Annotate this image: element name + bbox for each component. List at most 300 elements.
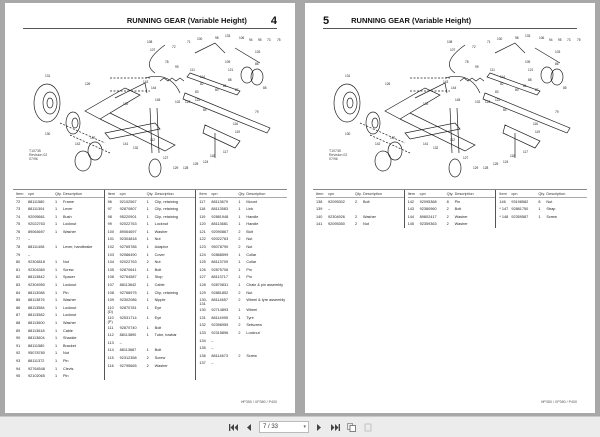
next-page-button[interactable] <box>313 421 325 433</box>
cell-cpn: 88113582 <box>28 313 45 318</box>
cell-desc: Lever, handbrake <box>63 245 93 250</box>
cell-cpn: 92315896 <box>211 330 229 335</box>
svg-text:127: 127 <box>163 156 169 160</box>
table-row <box>108 236 196 244</box>
cell-qty: 1 <box>55 328 58 333</box>
cell-desc: Bolt <box>246 229 253 234</box>
cell-desc: Nipple <box>154 298 166 303</box>
previous-page-button[interactable] <box>243 421 255 433</box>
cell-desc: Pin <box>454 199 461 204</box>
cell-desc: Chain & pin assembly <box>246 283 284 288</box>
cell-desc: Washer <box>154 229 168 234</box>
cell-cpn: 92095302 <box>328 199 345 204</box>
cell-item: 130 <box>199 308 206 313</box>
table-row <box>199 274 287 282</box>
cell-item: 78 <box>16 245 21 250</box>
cell-cpn: 88113679 <box>211 199 228 204</box>
cell-qty: 2 <box>238 245 241 250</box>
cell-cpn: 92095368 <box>419 199 437 204</box>
table-row <box>16 312 104 320</box>
cell-desc: Handle <box>246 214 259 219</box>
cell-desc: Eye <box>154 315 162 320</box>
table-row <box>108 347 196 355</box>
header-cpn: cpn <box>511 191 518 196</box>
table-row <box>16 228 104 236</box>
cell-cpn: 88113709 <box>211 260 228 265</box>
table-row <box>108 198 196 206</box>
svg-text:79: 79 <box>555 110 559 114</box>
table-row <box>108 332 196 340</box>
parts-column <box>104 190 196 380</box>
svg-text:124: 124 <box>503 160 509 164</box>
svg-text:71: 71 <box>487 40 491 44</box>
svg-text:83: 83 <box>195 90 199 94</box>
cell-cpn: 88113642 <box>119 283 137 288</box>
table-row <box>199 337 287 345</box>
svg-text:108: 108 <box>447 40 453 44</box>
cell-qty: 2 <box>355 214 358 219</box>
svg-text:95: 95 <box>258 38 262 42</box>
table-header <box>199 190 287 198</box>
cell-item: 121 <box>199 229 206 234</box>
header-qty: Qty. <box>355 191 362 196</box>
svg-text:82: 82 <box>500 82 504 86</box>
cell-cpn: – <box>211 361 214 366</box>
cell-desc: Tyre <box>246 315 254 320</box>
table-row <box>108 355 196 363</box>
svg-text:129: 129 <box>173 166 179 170</box>
svg-text:85: 85 <box>563 86 567 90</box>
cell-desc: Pin <box>63 290 69 295</box>
svg-text:131: 131 <box>45 74 51 78</box>
cell-desc: Washer <box>63 298 76 303</box>
cell-cpn: 88114673 <box>211 353 228 358</box>
cell-cpn: – <box>28 252 31 257</box>
header-cpn: cpn <box>211 191 218 196</box>
single-page-view-button[interactable] <box>345 421 357 433</box>
table-row <box>499 213 587 221</box>
cell-item: 87 <box>16 313 21 318</box>
svg-text:117: 117 <box>223 150 229 154</box>
cell-cpn: 92304926 <box>328 214 345 219</box>
cell-desc: Bolt <box>154 348 162 353</box>
table-row <box>199 251 287 259</box>
cell-qty: 1 <box>146 207 149 212</box>
table-row <box>16 297 104 305</box>
header-item: Item <box>16 191 24 196</box>
table-row <box>108 206 196 214</box>
cell-item: 134 <box>199 338 206 343</box>
cell-desc: Shackle <box>63 336 77 341</box>
table-row <box>199 282 287 290</box>
table-row <box>16 342 104 350</box>
table-row <box>408 198 496 206</box>
table-row <box>16 236 104 244</box>
cell-qty: 1 <box>55 313 58 318</box>
table-row <box>316 221 404 229</box>
cell-desc: Nut <box>63 351 69 356</box>
cell-qty: 2 <box>146 356 149 360</box>
svg-text:114: 114 <box>200 75 206 79</box>
cell-qty: 1 <box>238 267 241 272</box>
cell-desc: Pin <box>63 374 69 379</box>
cell-cpn: 89802417 <box>419 214 437 219</box>
cell-qty: 1 <box>238 260 241 265</box>
cell-item: 133 <box>199 330 206 335</box>
cell-item: 120 <box>199 222 206 227</box>
page-header <box>323 13 577 29</box>
header-description: Description <box>246 191 266 196</box>
cell-desc: Tube, towbar <box>154 333 177 338</box>
table-row <box>199 206 287 214</box>
svg-text:137: 137 <box>390 136 396 140</box>
cell-item: 138 <box>316 199 323 204</box>
cell-item: 103 <box>107 252 115 257</box>
cell-desc: Wheel <box>246 308 258 313</box>
cell-cpn: 88111372 <box>28 358 45 363</box>
cell-desc: Nut <box>154 237 161 242</box>
cell-qty: 1 <box>146 237 149 242</box>
svg-text:145: 145 <box>455 98 461 102</box>
cell-desc: Spacer <box>63 275 76 280</box>
svg-text:84: 84 <box>503 108 507 112</box>
cell-desc: Pin <box>63 358 69 363</box>
cell-item: 130-131 <box>199 298 207 307</box>
svg-text:111: 111 <box>190 68 195 72</box>
cell-item: 101 <box>107 237 115 242</box>
table-row <box>16 365 104 373</box>
cell-qty: 1 <box>55 305 58 310</box>
cell-desc: Locknut <box>63 313 77 318</box>
cell-item: 98 <box>107 214 112 219</box>
cell-desc: Locknut <box>246 330 260 335</box>
cell-desc: Cable <box>63 328 73 333</box>
table-row <box>108 213 196 221</box>
cell-item: 108 <box>107 290 115 295</box>
page-left <box>5 3 295 413</box>
svg-text:141: 141 <box>423 142 429 146</box>
cell-item: 91 <box>16 343 21 348</box>
header-cpn: cpn <box>119 191 126 196</box>
header-description: Description <box>63 191 82 196</box>
header-item: Item <box>407 191 416 196</box>
last-page-button[interactable] <box>329 421 341 433</box>
table-row <box>16 206 104 214</box>
table-row <box>199 259 287 267</box>
cell-desc: Pin <box>246 267 252 272</box>
cell-qty: 1 <box>238 252 241 257</box>
cell-item: 129 <box>199 290 206 295</box>
cell-cpn: – <box>211 338 214 343</box>
table-row <box>16 221 104 229</box>
svg-text:81: 81 <box>523 84 527 88</box>
cell-desc: Cable <box>154 283 165 288</box>
svg-text:119: 119 <box>535 130 541 134</box>
cell-qty: 1 <box>146 229 149 234</box>
svg-text:125: 125 <box>193 162 199 166</box>
two-page-view-button[interactable] <box>361 421 373 433</box>
cell-item: 112 <box>107 333 114 338</box>
figure-code: T10735 <box>29 149 41 153</box>
table-row <box>16 282 104 290</box>
cell-cpn: 92764548 <box>28 366 45 371</box>
exploded-parts-diagram <box>315 33 585 185</box>
chevron-down-icon[interactable]: ▾ <box>303 424 306 430</box>
table-row <box>16 350 104 358</box>
cell-cpn: 93198582 <box>511 199 529 204</box>
svg-text:132: 132 <box>133 146 139 150</box>
cell-qty: 2 <box>238 290 241 295</box>
cell-desc: Strap <box>546 207 556 212</box>
svg-text:80: 80 <box>215 88 219 92</box>
table-row <box>408 206 496 214</box>
cell-item: 124 <box>199 252 206 257</box>
page-number-input[interactable] <box>259 421 309 433</box>
cell-item: 84 <box>16 290 21 295</box>
cell-cpn: 88111580 <box>28 343 45 348</box>
table-header <box>16 190 104 198</box>
cell-qty: 1 <box>238 283 241 288</box>
table-row <box>199 314 287 322</box>
cell-desc: Washer <box>454 214 468 219</box>
table-row <box>108 324 196 332</box>
cell-desc: Clip, retaining <box>154 214 178 219</box>
cell-item: 88 <box>16 321 21 325</box>
table-row <box>199 244 287 252</box>
svg-text:128: 128 <box>483 166 489 170</box>
cell-cpn: 88113687 <box>119 348 137 353</box>
cell-item: 89 <box>16 328 21 333</box>
table-row <box>16 335 104 343</box>
cell-item: 104 <box>107 260 115 265</box>
svg-text:98: 98 <box>215 36 219 40</box>
figure-revision: Revision 02 <box>29 153 48 157</box>
cell-cpn: 92095350 <box>328 222 345 227</box>
cell-item: 141 <box>316 222 323 227</box>
cell-item: 139 <box>316 207 323 212</box>
cell-desc: Locknut <box>63 305 77 310</box>
table-row <box>16 289 104 297</box>
cell-cpn: – <box>119 340 122 345</box>
cell-cpn: 92870807 <box>119 207 137 212</box>
cell-cpn: 92870831 <box>211 283 229 288</box>
header-item: Item <box>107 191 116 196</box>
cell-cpn: 95220901 <box>119 214 137 219</box>
cell-item: 118 <box>199 207 206 212</box>
cell-item: 113 <box>107 340 114 345</box>
table-row <box>108 274 196 282</box>
cell-qty: 2 <box>355 199 358 204</box>
header-item: Item <box>316 191 324 196</box>
cell-cpn: 92102065 <box>28 374 45 379</box>
cell-qty: 2 <box>446 214 449 219</box>
table-row <box>16 320 104 328</box>
cell-qty: 1 <box>55 275 58 280</box>
table-row <box>108 251 196 259</box>
cell-item: 74 <box>16 214 21 219</box>
header-item: Item <box>199 191 207 196</box>
cell-cpn: 92022763 <box>211 237 229 242</box>
cell-qty: 1 <box>146 333 149 338</box>
cell-desc: Bolt <box>154 325 162 330</box>
svg-text:99: 99 <box>475 65 479 69</box>
cell-qty: 2 <box>238 298 241 303</box>
parts-column <box>404 190 496 228</box>
cell-desc: Nut <box>246 245 253 250</box>
table-row <box>199 221 287 229</box>
cell-desc: Lever <box>63 207 73 212</box>
svg-text:85: 85 <box>263 86 267 90</box>
table-row <box>108 221 196 229</box>
svg-text:112: 112 <box>150 138 156 142</box>
table-header <box>316 190 404 198</box>
cell-desc: Clevis <box>63 366 74 371</box>
cell-item: 140 <box>316 214 323 219</box>
cell-qty: 1 <box>55 260 58 265</box>
svg-text:78: 78 <box>165 60 169 64</box>
cell-cpn: 88113584 <box>28 305 45 310</box>
cell-qty: 1 <box>238 222 241 227</box>
figure-date: 07/96 <box>329 157 338 161</box>
cell-cpn: 88111304 <box>28 207 45 212</box>
cell-desc: Collar <box>246 252 257 257</box>
parts-column <box>195 190 287 380</box>
svg-text:121: 121 <box>228 68 234 72</box>
section-title: RUNNING GEAR (Variable Height) <box>351 16 472 25</box>
cell-qty: 1 <box>238 199 241 204</box>
cell-cpn: 92870740 <box>119 325 137 330</box>
cell-item: 117 <box>199 199 206 204</box>
table-row <box>316 213 404 221</box>
svg-text:108: 108 <box>147 40 153 44</box>
cell-cpn: 92875706 <box>211 267 229 272</box>
table-row <box>316 206 404 214</box>
cell-desc: Handle <box>246 222 259 227</box>
table-header <box>108 190 196 198</box>
svg-text:122: 122 <box>195 98 201 102</box>
header-qty: Qty. <box>238 191 246 196</box>
cell-cpn: 92881852 <box>211 290 229 295</box>
page-footer: HP350 / XP380 / P400 <box>240 400 277 404</box>
exploded-parts-diagram <box>15 33 285 185</box>
cell-item: 86 <box>16 305 21 310</box>
parts-column <box>13 190 104 380</box>
figure-date: 07/96 <box>29 157 38 161</box>
cell-cpn: 88111408 <box>28 245 45 250</box>
cell-desc: Adaptor <box>154 245 168 250</box>
svg-text:102: 102 <box>175 100 181 104</box>
svg-text:88: 88 <box>528 78 532 82</box>
cell-qty: 1 <box>55 290 58 295</box>
svg-text:116: 116 <box>533 122 539 126</box>
cell-qty: 1 <box>538 214 541 219</box>
cell-item: 82 <box>16 275 21 280</box>
header-description: Description <box>154 191 174 196</box>
cell-cpn: 89064697 <box>119 229 137 234</box>
running-gear-illustration <box>15 33 285 185</box>
cell-qty: 1 <box>238 214 241 219</box>
table-row <box>199 198 287 206</box>
cell-item: 143 <box>407 207 415 212</box>
svg-text:141: 141 <box>123 142 129 146</box>
table-row <box>199 297 287 307</box>
cell-item: 105 <box>107 267 115 272</box>
cell-item: 83 <box>16 283 21 288</box>
cell-qty: 1 <box>146 348 149 353</box>
svg-text:102: 102 <box>475 100 481 104</box>
svg-text:75: 75 <box>577 38 581 42</box>
cell-item: 97 <box>107 207 112 212</box>
svg-text:143: 143 <box>443 80 449 84</box>
header-cpn: cpn <box>28 191 35 196</box>
table-row <box>16 251 104 259</box>
last-page-icon <box>331 424 340 431</box>
cell-qty: 1 <box>55 214 58 219</box>
cell-item: 111 <box>107 325 114 330</box>
cell-desc: Setscrew <box>246 323 262 328</box>
page-right <box>305 3 595 413</box>
svg-text:117: 117 <box>523 150 529 154</box>
two-page-view-icon <box>363 423 372 432</box>
cell-qty: 8 <box>538 199 541 204</box>
cell-cpn: 92090867 <box>211 229 229 234</box>
svg-text:118: 118 <box>510 154 516 158</box>
cell-cpn: 92095661 <box>28 214 45 219</box>
cell-desc: Washer <box>154 363 168 368</box>
cell-qty: 1 <box>238 275 241 280</box>
svg-text:119: 119 <box>235 130 241 134</box>
cell-desc: Locknut <box>63 283 77 288</box>
table-row <box>16 304 104 312</box>
cell-qty: 1 <box>146 267 149 272</box>
cell-cpn: 92396959 <box>211 323 229 328</box>
cell-cpn: – <box>211 346 214 351</box>
table-row <box>199 307 287 315</box>
header-description: Description <box>363 191 382 196</box>
cell-qty: 1 <box>55 321 58 325</box>
svg-text:126: 126 <box>385 82 391 86</box>
cell-qty: 2 <box>146 363 149 368</box>
table-header <box>408 190 496 198</box>
cell-cpn: 88113604 <box>28 336 45 341</box>
svg-text:145: 145 <box>155 98 161 102</box>
cell-item: 90 <box>16 336 21 341</box>
svg-text:100: 100 <box>197 37 203 41</box>
cell-item: 95 <box>16 374 21 379</box>
table-row <box>199 213 287 221</box>
cell-cpn: 92531714 <box>119 315 137 320</box>
cell-qty: 1 <box>146 305 149 310</box>
cell-desc: Screw <box>154 356 166 360</box>
cell-item: 146 <box>499 199 506 204</box>
parts-column <box>313 190 404 228</box>
cell-cpn: 92022763 <box>119 260 137 265</box>
svg-text:81: 81 <box>223 84 227 88</box>
first-page-icon <box>229 424 238 431</box>
svg-text:73: 73 <box>567 38 571 42</box>
cell-desc: Screw <box>246 353 257 358</box>
svg-text:130: 130 <box>45 132 51 136</box>
table-row <box>199 329 287 337</box>
cell-item: 128 <box>199 283 206 288</box>
cell-cpn: 92304950 <box>28 283 45 288</box>
cell-item: 100 <box>107 229 115 234</box>
cell-desc: Clip, retaining <box>154 199 178 204</box>
first-page-button[interactable] <box>227 421 239 433</box>
svg-text:142: 142 <box>375 142 381 146</box>
svg-text:94: 94 <box>249 38 253 42</box>
header-cpn: cpn <box>419 191 426 196</box>
